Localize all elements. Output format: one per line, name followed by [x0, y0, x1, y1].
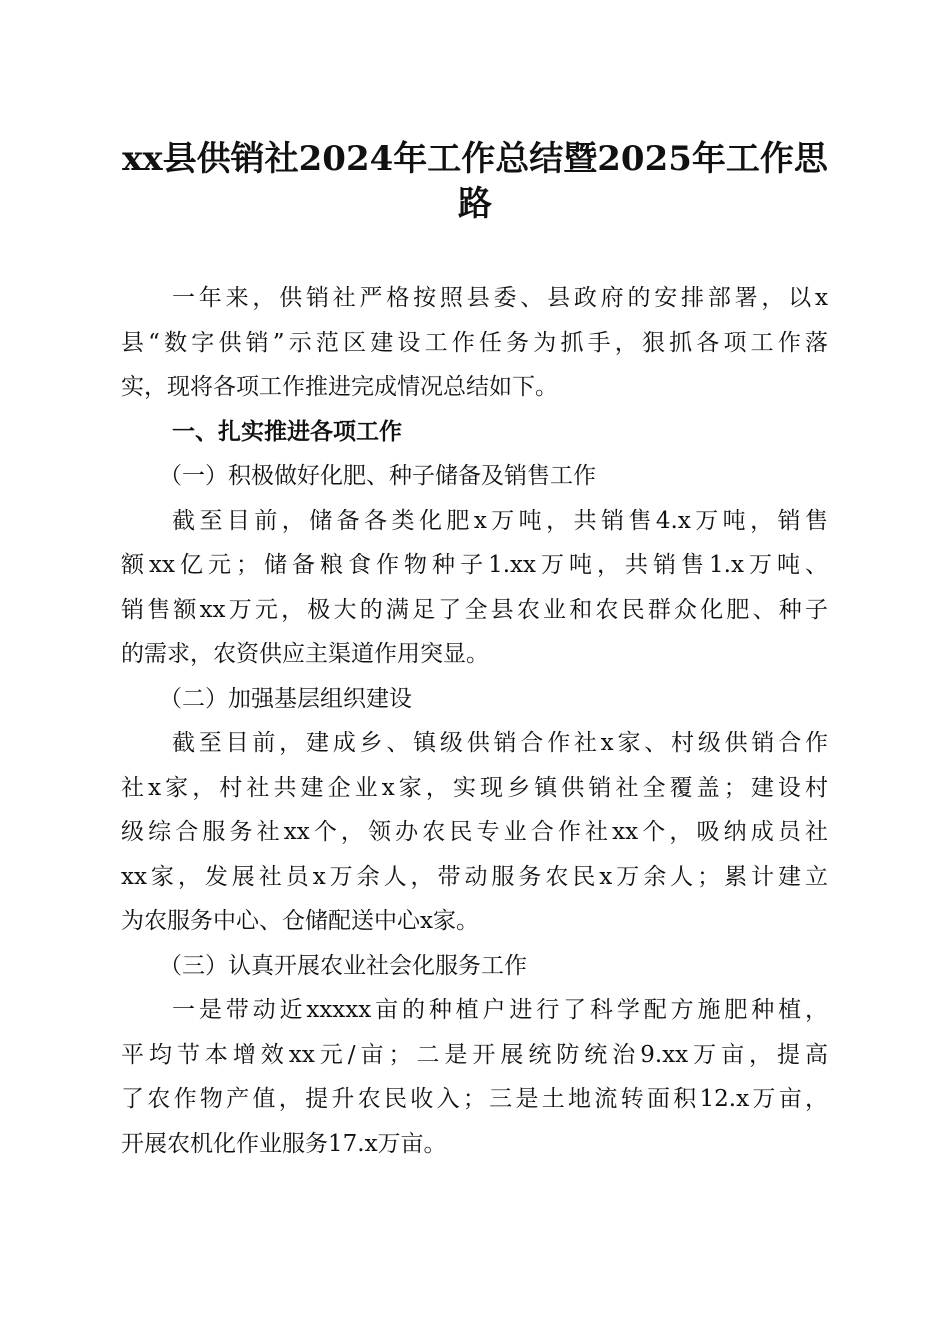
paragraph — [121, 721, 828, 944]
text-line: 销售额xx万元，极大的满足了全县农业和农民群众化肥、种子 — [121, 596, 828, 623]
title-line-1: xx县供销社2024年工作总结暨2025年工作思 — [122, 139, 828, 179]
document-body — [121, 276, 828, 1166]
text-line: （一）积极做好化肥、种子储备及销售工作 — [159, 463, 596, 489]
text-line: 一是带动近xxxxx亩的种植户进行了科学配方施肥种植， — [172, 997, 828, 1023]
document-title — [100, 137, 850, 227]
section-heading — [121, 410, 828, 455]
text-line: 一、扎实推进各项工作 — [172, 418, 402, 445]
title-line-2: 路 — [458, 184, 492, 224]
subsection-heading — [121, 454, 828, 499]
text-line: 为农服务中心、仓储配送中心x家。 — [121, 908, 479, 934]
paragraph — [121, 988, 828, 1166]
paragraph — [121, 276, 828, 410]
paragraph — [121, 499, 828, 677]
text-line: 截至目前，储备各类化肥x万吨，共销售4.x万吨，销售 — [172, 507, 828, 534]
text-line: 社x家，村社共建企业x家，实现乡镇供销社全覆盖；建设村 — [121, 774, 828, 801]
text-line: 的需求，农资供应主渠道作用突显。 — [121, 641, 489, 667]
text-line: xx家，发展社员x万余人，带动服务农民x万余人；累计建立 — [121, 863, 828, 890]
subsection-heading — [121, 677, 828, 722]
subsection-heading — [121, 944, 828, 989]
text-line: 一年来，供销社严格按照县委、县政府的安排部署，以x — [172, 285, 828, 311]
text-line: 截至目前，建成乡、镇级供销合作社x家、村级供销合作 — [172, 730, 828, 756]
text-line: 了农作物产值，提升农民收入；三是土地流转面积12.x万亩， — [121, 1086, 828, 1112]
text-line: （二）加强基层组织建设 — [159, 685, 412, 712]
text-line: 开展农机化作业服务17.x万亩。 — [121, 1130, 447, 1157]
text-line: 平均节本增效xx元/亩；二是开展统防统治9.xx万亩，提高 — [121, 1041, 828, 1068]
text-line: 额xx亿元；储备粮食作物种子1.xx万吨，共销售1.x万吨、 — [121, 552, 828, 578]
text-line: 实，现将各项工作推进完成情况总结如下。 — [121, 374, 558, 400]
text-line: 级综合服务社xx个，领办农民专业合作社xx个，吸纳成员社 — [121, 819, 828, 845]
text-line: 县“数字供销”示范区建设工作任务为抓手，狠抓各项工作落 — [121, 329, 828, 356]
text-line: （三）认真开展农业社会化服务工作 — [159, 952, 527, 979]
